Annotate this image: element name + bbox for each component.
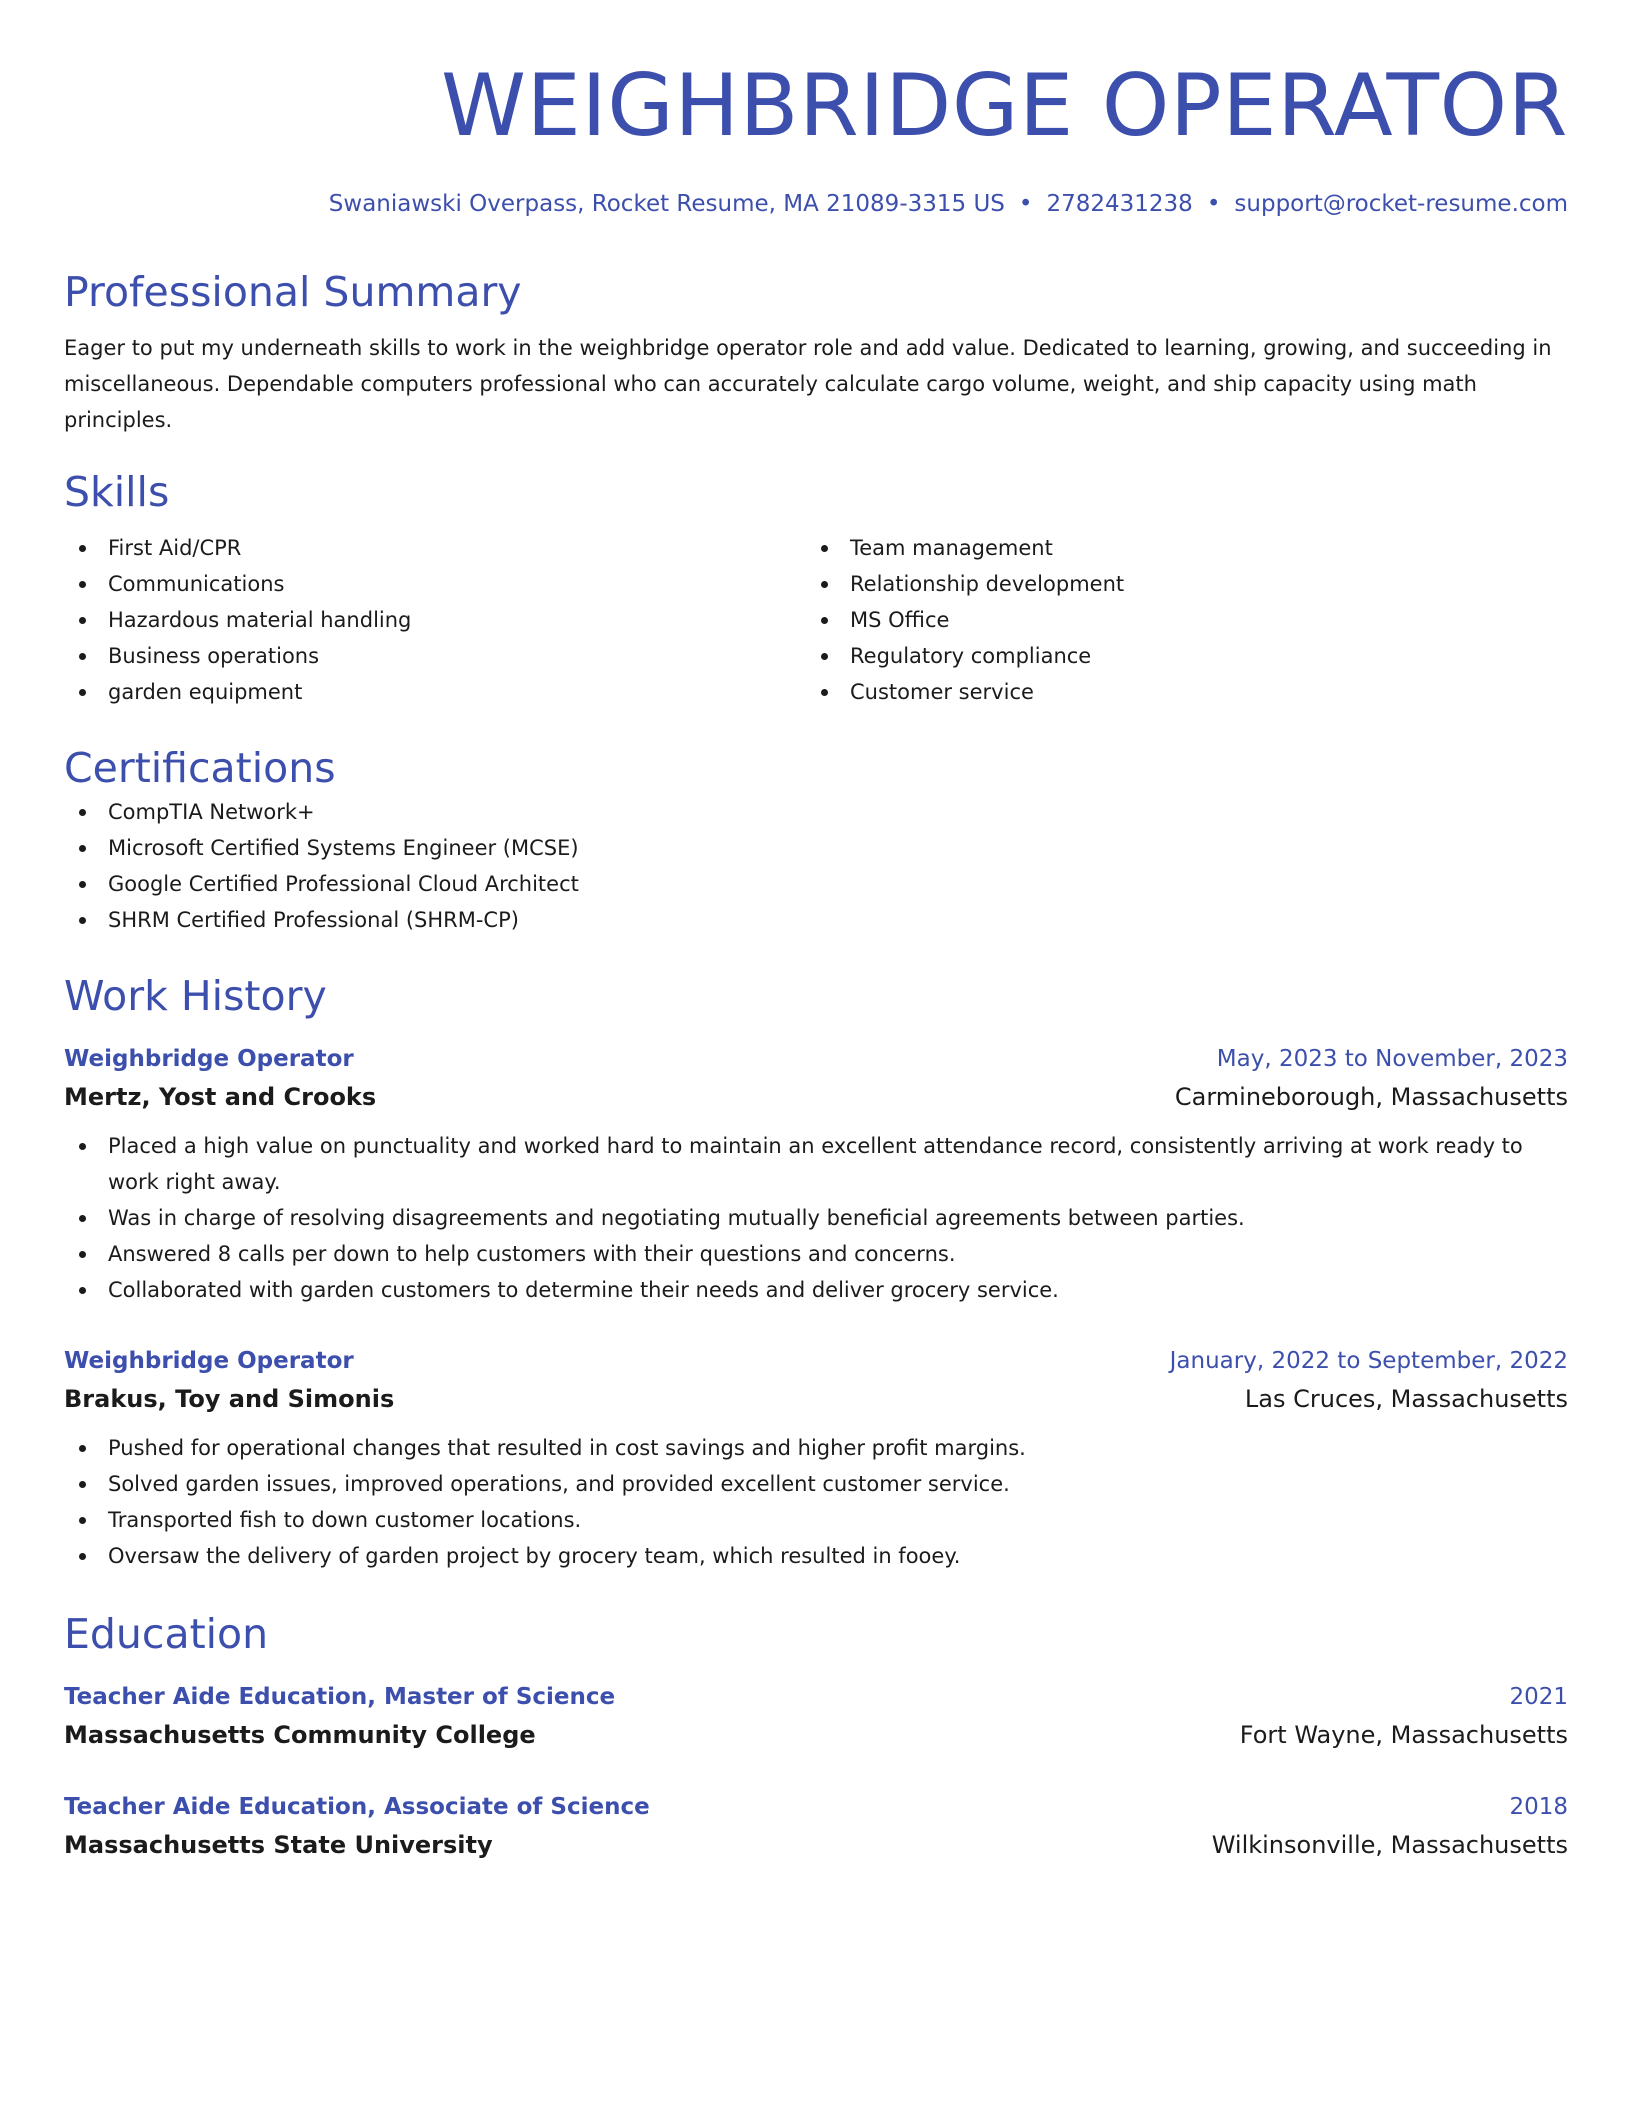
education-location: Wilkinsonville, Massachusetts	[1211, 1831, 1568, 1859]
education-school-row	[64, 1716, 1568, 1754]
skill-item: Communications	[64, 566, 806, 602]
summary-text: Eager to put my underneath skills to work in the weighbridge operator role and add value. Dedicated to learning, growing, and succeeding in miscellaneous. Dependable computers professional who can accurately calculate cargo volume, weight, and ship capacity using math principles.	[64, 336, 1552, 432]
job-role: Weighbridge Operator	[64, 1046, 354, 1072]
job-location: Las Cruces, Massachusetts	[1244, 1385, 1568, 1413]
resume-page	[64, 0, 1568, 1864]
job-role: Weighbridge Operator	[64, 1348, 354, 1374]
contact-email[interactable]: support@rocket-resume.com	[1234, 191, 1568, 217]
education-header-row	[64, 1788, 1568, 1826]
education-location: Fort Wayne, Massachusetts	[1239, 1721, 1568, 1749]
skill-item: First Aid/CPR	[64, 530, 806, 566]
skill-item: garden equipment	[64, 674, 806, 710]
job-bullet: Pushed for operational changes that resulted in cost savings and higher profit margins.	[64, 1430, 1568, 1466]
skills-list-left	[64, 530, 806, 710]
job-bullets	[64, 1430, 1568, 1574]
job-entry	[64, 1040, 1568, 1308]
skill-item: Relationship development	[806, 566, 1548, 602]
summary-heading: Professional Summary	[64, 268, 522, 316]
education-entry	[64, 1678, 1568, 1754]
education-school-row	[64, 1826, 1568, 1864]
skill-item: Customer service	[806, 674, 1548, 710]
education-entry	[64, 1788, 1568, 1864]
certification-item: Google Certified Professional Cloud Architect	[64, 866, 1568, 902]
job-company: Brakus, Toy and Simonis	[64, 1385, 395, 1413]
contact-separator: •	[1206, 191, 1221, 217]
job-bullet: Placed a high value on punctuality and worked hard to maintain an excellent attendance record, consistently arriving at work ready to work right away.	[64, 1128, 1568, 1200]
education-school: Massachusetts State University	[64, 1831, 493, 1859]
work-history-heading: Work History	[64, 972, 327, 1020]
contact-phone: 2782431238	[1046, 191, 1193, 217]
certification-item: CompTIA Network+	[64, 794, 1568, 830]
skill-item: Team management	[806, 530, 1548, 566]
skill-item: MS Office	[806, 602, 1548, 638]
job-company: Mertz, Yost and Crooks	[64, 1083, 377, 1111]
education-degree: Teacher Aide Education, Associate of Science	[64, 1794, 650, 1820]
job-entry	[64, 1342, 1568, 1574]
job-bullets	[64, 1128, 1568, 1308]
skill-item: Hazardous material handling	[64, 602, 806, 638]
education-year: 2018	[1509, 1794, 1568, 1820]
certification-item: SHRM Certified Professional (SHRM-CP)	[64, 902, 1568, 938]
job-bullet: Transported fish to down customer locations.	[64, 1502, 1568, 1538]
job-bullet: Answered 8 calls per down to help customers with their questions and concerns.	[64, 1236, 1568, 1272]
job-location: Carmineborough, Massachusetts	[1174, 1083, 1568, 1111]
skill-item: Regulatory compliance	[806, 638, 1548, 674]
education-heading: Education	[64, 1610, 269, 1658]
certifications-heading: Certifications	[64, 744, 336, 792]
job-company-row	[64, 1078, 1568, 1116]
certification-item: Microsoft Certified Systems Engineer (MCSE)	[64, 830, 1568, 866]
job-header-row	[64, 1040, 1568, 1078]
job-bullet: Collaborated with garden customers to determine their needs and deliver grocery service.	[64, 1272, 1568, 1308]
job-company-row	[64, 1380, 1568, 1418]
job-header-row	[64, 1342, 1568, 1380]
skills-list-right	[806, 530, 1548, 710]
education-year: 2021	[1509, 1684, 1568, 1710]
contact-line	[64, 188, 1568, 220]
job-bullet: Solved garden issues, improved operations, and provided excellent customer service.	[64, 1466, 1568, 1502]
education-school: Massachusetts Community College	[64, 1721, 536, 1749]
contact-separator: •	[1018, 191, 1033, 217]
skill-item: Business operations	[64, 638, 806, 674]
skills-heading: Skills	[64, 468, 170, 516]
contact-address: Swaniawski Overpass, Rocket Resume, MA 21089-3315 US	[328, 191, 1005, 217]
job-bullet: Oversaw the delivery of garden project by grocery team, which resulted in fooey.	[64, 1538, 1568, 1574]
job-bullet: Was in charge of resolving disagreements and negotiating mutually beneficial agreements between parties.	[64, 1200, 1568, 1236]
education-header-row	[64, 1678, 1568, 1716]
candidate-name: WEIGHBRIDGE OPERATOR	[441, 56, 1568, 156]
certifications-list	[64, 794, 1568, 938]
education-degree: Teacher Aide Education, Master of Science	[64, 1684, 616, 1710]
job-dates: January, 2022 to September, 2022	[1169, 1348, 1568, 1374]
job-dates: May, 2023 to November, 2023	[1216, 1046, 1568, 1072]
skills-grid	[64, 530, 1568, 710]
